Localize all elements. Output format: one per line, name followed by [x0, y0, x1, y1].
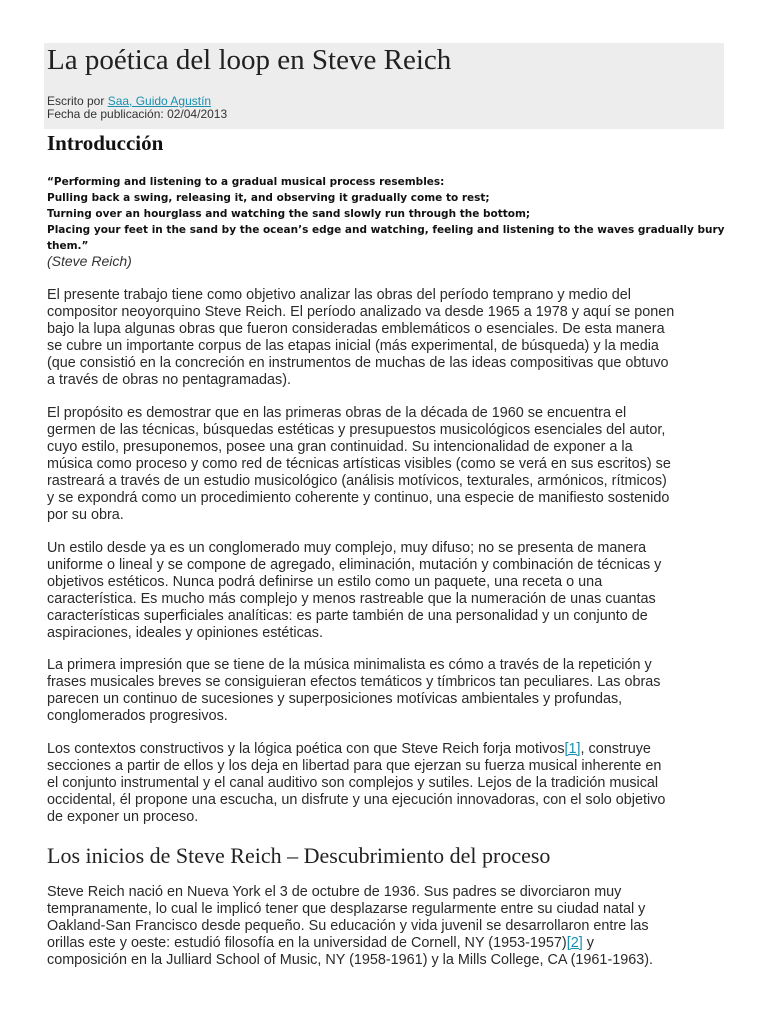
- text-line: secciones a partir de ellos y los deja en libertad para que ejerzan su fuerza musical inherente en: [47, 758, 662, 774]
- section-heading: Los inicios de Steve Reich – Descubrimiento del proceso: [47, 843, 551, 868]
- text-line: germen de las técnicas, búsquedas estéticas y presupuestos musicológicos esenciales del autor,: [47, 422, 666, 438]
- text-line: se cubre un importante corpus de las etapas inicial (más experimental, de búsqueda) y la media: [47, 338, 659, 354]
- article-title: La poética del loop en Steve Reich: [47, 44, 452, 76]
- text-segment: y: [582, 935, 594, 951]
- text-segment: orillas este y oeste: estudió filosofía en la universidad de Cornell, NY (1953-1957): [47, 935, 567, 951]
- text-line: (que consistió en la concreción en instrumentos de muchas de las ideas compositivas que obtuvo: [47, 355, 669, 371]
- publication-date: Fecha de publicación: 02/04/2013: [47, 107, 228, 121]
- text-line: parecen un continuo de sucesiones y superposiciones motívicas ambientales y profundas,: [47, 691, 623, 707]
- text-line: música como proceso y como red de técnicas artísticas visibles (como se verá en sus escritos) se: [47, 456, 671, 472]
- text-line: a través de obras no pentagramadas).: [47, 372, 291, 388]
- text-line: [47, 935, 727, 952]
- text-segment: Los contextos constructivos y la lógica poética con que Steve Reich forja motivos: [47, 741, 565, 757]
- text-line: El presente trabajo tiene como objetivo analizar las obras del período temprano y medio del: [47, 287, 631, 303]
- text-line: de exponer un proceso.: [47, 809, 199, 825]
- intro-paragraph-4: [47, 657, 727, 725]
- text-line: [47, 741, 727, 758]
- text-line: frases musicales breves se consiguieran efectos temáticos y tímbricos tan peculiares. Las obras: [47, 674, 661, 690]
- author-line: [47, 94, 211, 108]
- text-line: conglomerados progresivos.: [47, 708, 228, 724]
- text-line: Un estilo desde ya es un conglomerado muy complejo, muy difuso; no se presenta de manera: [47, 540, 647, 556]
- text-line: compositor neoyorquino Steve Reich. El período analizado va desde 1965 a 1978 y aquí se ponen: [47, 304, 675, 320]
- text-line: Steve Reich nació en Nueva York el 3 de octubre de 1936. Sus padres se divorciaron muy: [47, 884, 622, 900]
- text-line: La primera impresión que se tiene de la música minimalista es cómo a través de la repetición y: [47, 657, 652, 673]
- author-link[interactable]: Saa, Guido Agustín: [107, 94, 212, 108]
- intro-paragraph-2: [47, 405, 727, 524]
- text-line: y se expondrá como un procedimiento coherente y continuo, una especie de manifiesto sostenido: [47, 490, 670, 506]
- text-segment: , construye: [580, 741, 651, 757]
- text-line: uniforme o lineal y se compone de agregado, eliminación, mutación y combinación de técnicas y: [47, 557, 662, 573]
- quote-line: Placing your feet in the sand by the ocean’s edge and watching, feeling and listening to the waves gradually bury: [47, 224, 725, 236]
- text-line: el conjunto instrumental y el canal auditivo son complejos y sutiles. Lejos de la tradición musical: [47, 775, 659, 791]
- text-line: bajo la lupa algunas obras que fueron consideradas emblemáticos o esenciales. De esta manera: [47, 321, 665, 337]
- intro-paragraph-3: [47, 540, 727, 642]
- quote-line: Turning over an hourglass and watching the sand slowly run through the bottom;: [47, 208, 531, 220]
- quote-line: them.”: [47, 240, 89, 252]
- text-line: característica. Es mucho más complejo y menos rastreable que la numeración de unas cuantas: [47, 591, 656, 607]
- footnote-link-2[interactable]: [2]: [566, 935, 583, 951]
- intro-heading: Introducción: [47, 131, 164, 155]
- quote-line: “Performing and listening to a gradual musical process resembles:: [47, 176, 445, 188]
- text-line: occidental, él propone una escucha, un disfrute y una ejecución innovadoras, con el solo objetivo: [47, 792, 666, 808]
- section2-paragraph-1: [47, 884, 727, 969]
- quote-line: Pulling back a swing, releasing it, and observing it gradually come to rest;: [47, 192, 490, 204]
- author-prefix: Escrito por: [47, 94, 108, 108]
- text-line: tempranamente, lo cual le implicó tener que desplazarse regularmente entre su ciudad natal y: [47, 901, 646, 917]
- text-line: aspiraciones, ideales y opiniones estéticas.: [47, 625, 323, 641]
- epigraph-quote: [47, 174, 725, 254]
- text-line: Oakland-San Francisco desde pequeño. Su educación y vida juvenil se desarrollaron entre las: [47, 918, 649, 934]
- intro-paragraph-5: [47, 741, 727, 826]
- text-line: por su obra.: [47, 507, 124, 523]
- text-line: objetivos estéticos. Nunca podrá definirse un estilo como un paquete, una receta o una: [47, 574, 603, 590]
- footnote-link-1[interactable]: [1]: [564, 741, 581, 757]
- text-line: cuyo estilo, presuponemos, posee una gran continuidad. Su intencionalidad de exponer a la: [47, 439, 633, 455]
- intro-paragraph-1: [47, 287, 727, 389]
- text-line: rastreará a través de un estudio musicológico (análisis motívicos, texturales, armónicos, rítmicos): [47, 473, 667, 489]
- text-line: El propósito es demostrar que en las primeras obras de la década de 1960 se encuentra el: [47, 405, 627, 421]
- quote-author: (Steve Reich): [47, 253, 132, 269]
- text-line: composición en la Julliard School of Music, NY (1958-1961) y la Mills College, CA (1961-1963).: [47, 952, 654, 968]
- text-line: características superficiales analíticas: es parte también de una personalidad y un conjunto de: [47, 608, 648, 624]
